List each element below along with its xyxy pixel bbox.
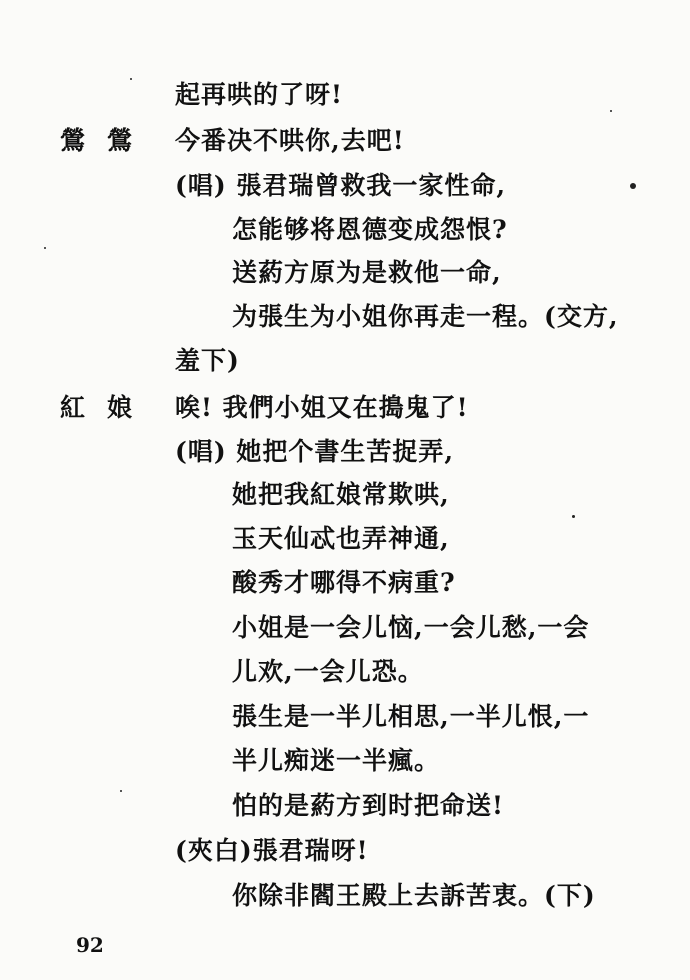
scan-speck xyxy=(572,515,575,518)
sung-line: 送葯方原为是救他一命, xyxy=(232,258,502,287)
sung-line: 儿欢,一会儿恐。 xyxy=(232,657,424,686)
speaker-name: 紅娘 xyxy=(60,393,155,422)
scan-speck xyxy=(130,78,132,80)
sung-line: 半儿痴迷一半瘋。 xyxy=(232,746,441,775)
page-number: 92 xyxy=(76,933,104,957)
scan-speck xyxy=(630,183,636,189)
sung-line: (唱) 她把个書生苦捉弄, xyxy=(175,437,455,466)
scan-speck xyxy=(44,247,46,249)
sung-line: 你除非閻王殿上去訴苦衷。(下) xyxy=(232,881,596,910)
text-line: 起再哄的了呀! xyxy=(175,80,343,109)
sung-line: 怎能够将恩德变成怨恨? xyxy=(232,215,508,244)
scan-speck xyxy=(120,790,122,792)
scan-speck xyxy=(610,110,612,112)
sung-line: 为張生为小姐你再走一程。(交方, xyxy=(232,302,619,331)
sung-line: 怕的是葯方到时把命送! xyxy=(232,791,504,820)
speaker-name: 鶯鶯 xyxy=(60,126,155,155)
sung-line: 酸秀才哪得不病重? xyxy=(232,568,456,597)
sung-line: 玉天仙忒也弄神通, xyxy=(232,524,450,553)
sung-line: 張生是一半儿相思,一半儿恨,一 xyxy=(232,702,590,731)
dialogue-line: 今番决不哄你,去吧! xyxy=(175,126,405,155)
dialogue-line: 唉! 我們小姐又在搗鬼了! xyxy=(175,393,469,422)
sung-line: 小姐是一会儿恼,一会儿愁,一会 xyxy=(232,613,590,642)
aside-line: (夾白)張君瑞呀! xyxy=(175,836,369,865)
stage-direction: 羞下) xyxy=(175,346,240,375)
sung-line: 她把我紅娘常欺哄, xyxy=(232,480,450,509)
sung-line: (唱) 張君瑞曾救我一家性命, xyxy=(175,171,507,200)
